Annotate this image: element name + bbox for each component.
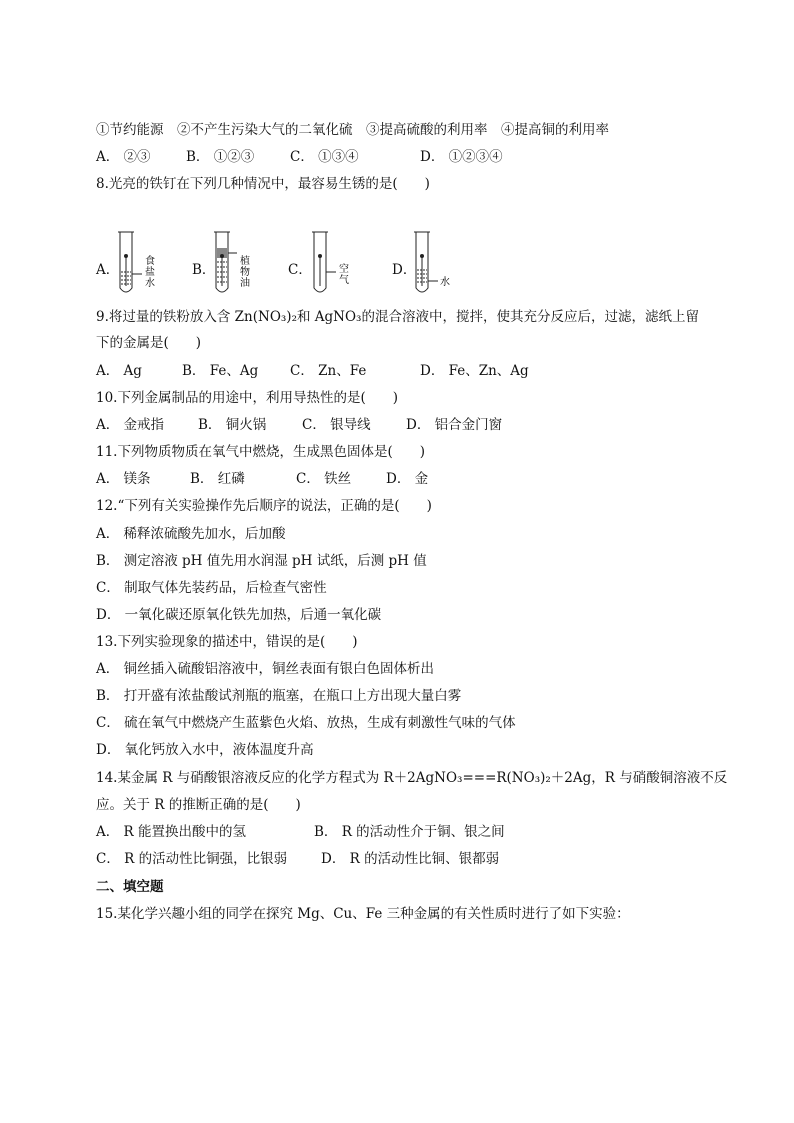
q13-option-b[interactable]: B． 打开盛有浓盐酸试剂瓶的瓶塞，在瓶口上方出现大量白雾 (96, 688, 462, 704)
q15-stem: 15.某化学兴趣小组的同学在探究 Mg、Cu、Fe 三种金属的有关性质时进行了如下实验： (96, 906, 630, 922)
q11-option-d[interactable]: D． 金 (386, 471, 429, 487)
q12-option-a[interactable]: A． 稀释浓硫酸先加水，后加酸 (96, 526, 286, 542)
tube-d-label: 水 (440, 277, 450, 288)
q7-options (96, 148, 503, 166)
q12-option-d[interactable]: D． 一氧化碳还原氧化铁先加热，后通一氧化碳 (96, 607, 382, 623)
tube-b-label-3: 油 (240, 278, 250, 289)
q13-stem: 13.下列实验现象的描述中，错误的是( ) (96, 634, 358, 650)
q14-option-b[interactable]: B． R 的活动性介于铜、银之间 (314, 824, 505, 840)
tube-d-water (414, 232, 438, 292)
q9-option-c[interactable]: C． Zn、Fe (290, 363, 367, 379)
q14-options-row1 (96, 823, 505, 841)
tube-a-label-3: 水 (145, 278, 155, 289)
tube-a-label-1: 食 (145, 256, 155, 267)
q11-option-a[interactable]: A． 镁条 (96, 471, 151, 487)
q11-stem: 11.下列物质物质在氧气中燃烧，生成黑色固体是( ) (96, 444, 426, 460)
q13-option-c[interactable]: C． 硫在氧气中燃烧产生蓝紫色火焰、放热，生成有刺激性气味的气体 (96, 715, 516, 731)
q7-option-b[interactable]: B． ①②③ (186, 149, 255, 165)
q13-option-d[interactable]: D． 氧化钙放入水中，液体温度升高 (96, 742, 314, 758)
q7-option-a[interactable]: A． ②③ (96, 149, 151, 165)
q14-stem-line2: 应。关于 R 的推断正确的是( ) (96, 797, 301, 813)
q12-option-c[interactable]: C． 制取气体先装药品，后检查气密性 (96, 580, 327, 596)
q10-option-a[interactable]: A． 金戒指 (96, 417, 165, 433)
q12-stem: 12.“下列有关实验操作先后顺序的说法，正确的是( ) (96, 498, 432, 514)
q7-statements: ①节约能源 ②不产生污染大气的二氧化硫 ③提高硫酸的利用率 ④提高铜的利用率 (96, 122, 609, 138)
tube-b-oil-water (214, 232, 237, 292)
figure-letter-d[interactable]: D． (392, 262, 417, 278)
q10-option-d[interactable]: D． 铝合金门窗 (406, 417, 503, 433)
tube-c-label-1: 空 (339, 264, 349, 275)
q10-option-c[interactable]: C． 银导线 (302, 417, 371, 433)
figure-letter-c[interactable]: C． (288, 262, 312, 278)
tube-c-air (312, 232, 336, 292)
q7-option-c[interactable]: C． ①③④ (290, 149, 359, 165)
tube-a-salt-water (118, 232, 142, 292)
q14-option-a[interactable]: A． R 能置换出酸中的氢 (96, 824, 246, 840)
q11-option-c[interactable]: C． 铁丝 (296, 471, 352, 487)
q10-options (96, 416, 502, 434)
q11-options (96, 470, 428, 488)
q14-option-c[interactable]: C． R 的活动性比铜强，比银弱 (96, 851, 288, 867)
test-tube-drawings (96, 228, 496, 300)
q10-stem: 10.下列金属制品的用途中，利用导热性的是( ) (96, 390, 399, 406)
tube-b-label-2: 物 (240, 267, 250, 278)
q8-stem: 8.光亮的铁钉在下列几种情况中，最容易生锈的是( ) (96, 176, 430, 192)
figure-letter-a[interactable]: A． (96, 262, 120, 278)
q11-option-b[interactable]: B． 红磷 (190, 471, 245, 487)
q14-option-d[interactable]: D． R 的活动性比铜、银都弱 (321, 851, 500, 867)
q9-option-b[interactable]: B． Fe、Ag (182, 363, 259, 379)
q10-option-b[interactable]: B． 铜火锅 (198, 417, 267, 433)
q9-option-a[interactable]: A． Ag (96, 363, 142, 379)
q9-options (96, 362, 529, 380)
q14-options-row2 (96, 850, 499, 868)
q9-stem-line1: 9.将过量的铁粉放入含 Zn(NO₃)₂和 AgNO₃的混合溶液中，搅拌，使其充分反应后，过滤，滤纸上留 (96, 309, 699, 325)
tube-b-label-1: 植 (240, 256, 250, 267)
tube-c-label-2: 气 (339, 275, 349, 286)
q9-stem-line2: 下的金属是( ) (96, 335, 202, 351)
q14-stem-line1: 14.某金属 R 与硝酸银溶液反应的化学方程式为 R＋2AgNO₃===R(NO₃)₂＋2Ag，R 与硝酸铜溶液不反 (96, 770, 728, 786)
q7-option-d[interactable]: D． ①②③④ (420, 149, 503, 165)
figure-letter-b[interactable]: B． (192, 262, 216, 278)
tube-a-label-2: 盐 (145, 267, 155, 278)
q13-option-a[interactable]: A． 铜丝插入硫酸铝溶液中，铜丝表面有银白色固体析出 (96, 661, 435, 677)
q12-option-b[interactable]: B． 测定溶液 pH 值先用水润湿 pH 试纸，后测 pH 值 (96, 553, 427, 569)
section-title-fill-in: 二、填空题 (96, 879, 164, 895)
test-tube-figure (96, 228, 496, 300)
q9-option-d[interactable]: D． Fe、Zn、Ag (420, 363, 529, 379)
